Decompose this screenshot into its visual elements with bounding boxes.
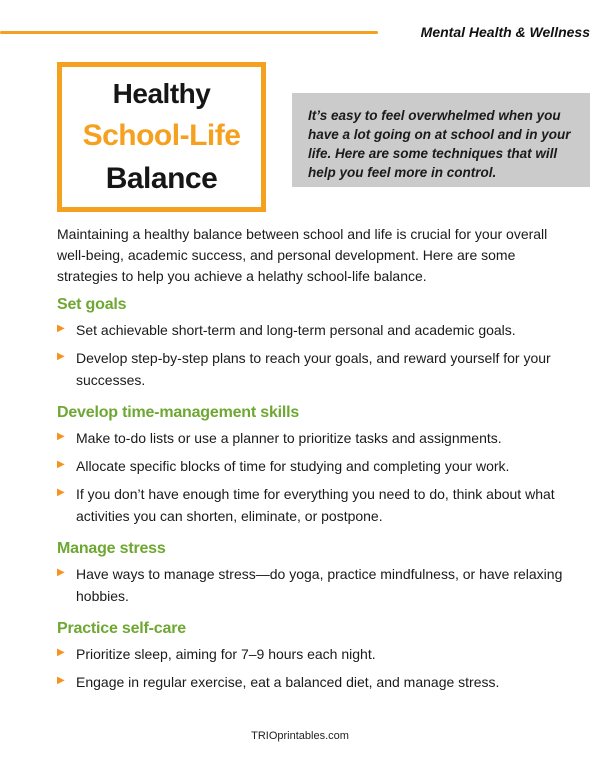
bullet-triangle-icon: ▶: [57, 459, 65, 470]
bullet-item: [57, 455, 563, 477]
section-heading-develop-time-management-skills: Develop time-management skills: [57, 404, 300, 421]
section-develop-time-management-skills: [57, 404, 563, 527]
header-accent-rule: [0, 31, 378, 34]
bullet-triangle-icon: ▶: [57, 487, 65, 498]
bullet-triangle-icon: ▶: [57, 647, 65, 658]
section-heading-set-goals: Set goals: [57, 296, 127, 313]
bullet-text: Prioritize sleep, aiming for 7–9 hours each night.: [76, 646, 376, 662]
title-line-3: Balance: [105, 162, 218, 195]
content-sections: [57, 296, 563, 706]
bullet-text: Develop step-by-step plans to reach your goals, and reward yourself for your successes.: [76, 350, 551, 388]
bullet-item: [57, 671, 563, 693]
header-category-label: Mental Health & Wellness: [420, 24, 590, 40]
title-line-2: School-Life: [82, 119, 241, 152]
bullet-text: Have ways to manage stress—do yoga, practice mindfulness, or have relaxing hobbies.: [76, 566, 563, 604]
bullet-item: [57, 427, 563, 449]
bullet-item: [57, 643, 563, 665]
section-manage-stress: [57, 540, 563, 607]
bullet-item: [57, 483, 563, 527]
bullet-triangle-icon: ▶: [57, 323, 65, 334]
bullet-triangle-icon: ▶: [57, 431, 65, 442]
section-heading-practice-self-care: Practice self-care: [57, 620, 186, 637]
section-practice-self-care: [57, 620, 563, 693]
bullet-text: Make to-do lists or use a planner to prioritize tasks and assignments.: [76, 430, 502, 446]
bullet-item: [57, 563, 563, 607]
footer-site-label: TRIOprintables.com: [251, 730, 349, 742]
section-set-goals: [57, 296, 563, 391]
section-heading-manage-stress: Manage stress: [57, 540, 166, 557]
bullet-triangle-icon: ▶: [57, 567, 65, 578]
bullet-text: Allocate specific blocks of time for studying and completing your work.: [76, 458, 510, 474]
title-line-1: Healthy: [112, 78, 211, 109]
bullet-triangle-icon: ▶: [57, 675, 65, 686]
bullet-text: Set achievable short-term and long-term personal and academic goals.: [76, 322, 516, 338]
bullet-item: [57, 319, 563, 341]
intro-paragraph: Maintaining a healthy balance between school and life is crucial for your overall well-being, academic success, and personal development. Here are some strategies to help you achieve a helathy school-life balance.: [57, 226, 548, 284]
intro-callout-box: It’s easy to feel overwhelmed when you have a lot going on at school and in your life. Here are some techniques that will help you feel more in control.: [292, 93, 590, 187]
bullet-item: [57, 347, 563, 391]
bullet-triangle-icon: ▶: [57, 351, 65, 362]
bullet-text: Engage in regular exercise, eat a balanced diet, and manage stress.: [76, 674, 500, 690]
bullet-text: If you don’t have enough time for everything you need to do, think about what activities you can shorten, eliminate, or postpone.: [76, 486, 555, 524]
title-box: [57, 62, 266, 212]
